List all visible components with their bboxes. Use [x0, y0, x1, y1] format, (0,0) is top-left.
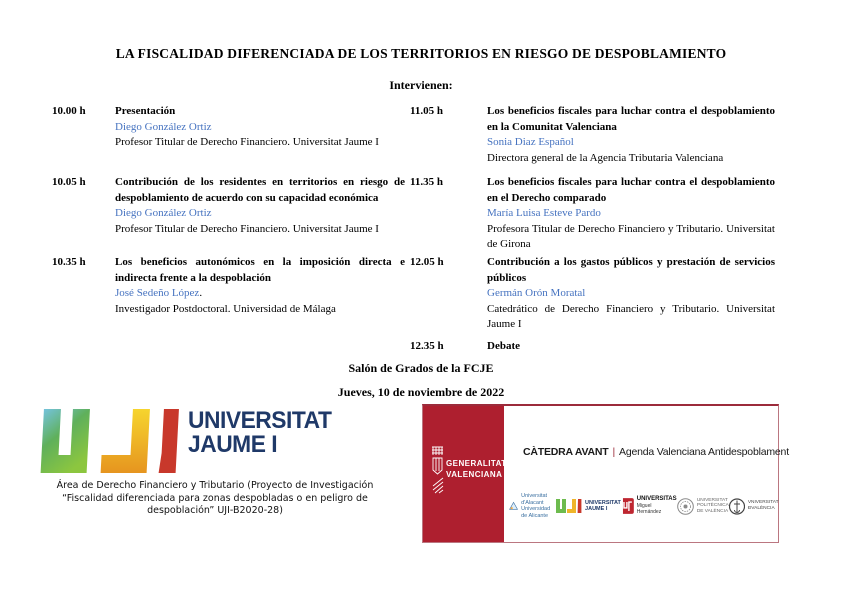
page-title: LA FISCALIDAD DIFERENCIADA DE LOS TERRITORIOS EN RIESGO DE DESPOBLAMIENTO — [115, 46, 727, 61]
schedule-item — [115, 175, 405, 237]
upv-line2: POLITÈCNICA — [696, 503, 729, 509]
talk-title: Los beneficios fiscales para luchar contra el despoblamiento en la Comunitat Valenciana — [487, 105, 775, 133]
schedule-row — [410, 104, 775, 175]
umh-line1: UNIVERSITAS — [636, 496, 677, 503]
talk-title: Debate — [487, 340, 520, 352]
talk-title: Contribución a los gastos públicos y prestación de servicios públicos — [487, 256, 775, 284]
schedule-row — [52, 104, 405, 175]
upv-line3: DE VALÈNCIA — [696, 508, 729, 514]
uv-line1: VNIVERSITAT — [747, 500, 779, 506]
venue: Salón de Grados de la FCJE — [348, 361, 494, 375]
speaker-link[interactable]: Sonia Diaz Español — [487, 136, 574, 148]
talk-title: Los beneficios autonómicos en la imposición directa e indirecta frente a la despoblación — [115, 256, 405, 284]
catedra-title-line — [523, 446, 789, 458]
uji-mini-line1: UNIVERSITAT — [585, 500, 621, 506]
catedra-avant-banner — [422, 404, 789, 543]
generalitat-name — [446, 459, 507, 480]
speaker-role: Catedrático de Derecho Financiero y Tributario. Universitat Jaume I — [487, 302, 775, 330]
uv-line2: ĐVALÈNCIA — [747, 506, 775, 511]
speaker-link[interactable]: Diego González Ortiz — [115, 120, 212, 133]
project-caption: Área de Derecho Financiero y Tributario (Proyecto de Investigación “Fiscalidad diferenciada para zonas despobladas o en peligro de despoblación” UJI-B2020-28) — [56, 480, 374, 516]
generalitat-line1: GENERALITAT — [446, 459, 507, 468]
speaker-role: Profesora Titular de Derecho Financiero y Tributario. Universitat de Girona — [487, 222, 775, 250]
upv-line1: UNIVERSITAT — [696, 497, 728, 503]
upv-seal-icon — [677, 498, 694, 515]
speaker-line — [487, 286, 775, 302]
speaker-link[interactable]: José Sedeño López — [115, 287, 200, 299]
speaker-line — [115, 206, 405, 222]
schedule-row — [52, 255, 405, 339]
schedule-item — [115, 255, 405, 317]
uji-letters-icon — [40, 408, 180, 474]
uji-logo — [40, 408, 370, 474]
generalitat-line2: VALENCIANA — [446, 469, 503, 479]
catedra-subtitle: Agenda Valenciana Antidespoblament — [619, 446, 789, 458]
speaker-role: Profesor Titular de Derecho Financiero. Universitat Jaume I — [115, 222, 379, 235]
speaker-role: Investigador Postdoctoral. Universidad de Málaga — [115, 302, 336, 315]
generalitat-block — [423, 406, 507, 542]
uji-mini-line2: JAUME I — [585, 506, 608, 512]
talk-title: Los beneficios fiscales para luchar contra el despoblamiento en el Derecho comparado — [487, 176, 775, 204]
generalitat-emblem-icon — [431, 446, 445, 494]
separator: | — [612, 446, 616, 458]
uji-mini-icon — [556, 499, 582, 514]
schedule-item — [487, 104, 775, 166]
logo-upv — [677, 498, 729, 515]
umh-icon — [621, 498, 634, 515]
speaker-line — [115, 120, 405, 136]
time-label: 12.05 h — [410, 256, 444, 268]
schedule-item — [487, 255, 775, 333]
time-label: 10.35 h — [52, 256, 86, 268]
speaker-role: Profesor Titular de Derecho Financiero. Universitat Jaume I — [115, 136, 379, 148]
uji-name-line2: JAUME I — [188, 431, 278, 458]
time-label: 10.00 h — [52, 105, 86, 117]
logo-universitat-alacant — [509, 493, 556, 519]
uji-name-line1: UNIVERSITAT — [188, 407, 332, 434]
talk-title: Presentación — [115, 105, 176, 117]
time-label: 11.05 h — [410, 105, 444, 117]
schedule-column-right — [410, 104, 775, 355]
schedule-row — [52, 175, 405, 255]
logo-uv — [729, 498, 779, 515]
schedule-row-debate — [410, 339, 775, 355]
speaker-link[interactable]: Diego González Ortiz — [115, 207, 212, 219]
uv-seal-icon — [729, 498, 745, 515]
ua-line1: Universitat d'Alacant — [521, 493, 548, 506]
catedra-title: CÀTEDRA AVANT — [523, 446, 609, 458]
schedule-column-left — [52, 104, 405, 339]
logo-uji-mini — [556, 499, 621, 514]
umh-line2: Miguel Hernández — [636, 502, 662, 516]
speaker-line — [115, 286, 405, 302]
time-label: 12.35 h — [410, 340, 444, 352]
time-label: 10.05 h — [52, 176, 86, 188]
speaker-line — [487, 206, 775, 222]
speaker-line — [487, 135, 775, 151]
uji-name — [188, 409, 331, 457]
logo-umh — [621, 496, 677, 516]
intervienen-heading: Intervienen: — [389, 78, 453, 92]
schedule-item — [115, 104, 405, 151]
schedule-row — [410, 175, 775, 255]
talk-title: Contribución de los residentes en territorios en riesgo de despoblamiento de acuerdo con su capacidad económica — [115, 176, 405, 204]
partner-logos-row — [509, 486, 779, 526]
event-date: Jueves, 10 de noviembre de 2022 — [337, 385, 505, 399]
speaker-link[interactable]: Germán Orón Moratal — [487, 287, 586, 299]
ua-line2: Universidad de Alicante — [521, 506, 551, 519]
speaker-suffix: . — [199, 287, 203, 299]
speaker-link[interactable]: María Luisa Esteve Pardo — [487, 207, 601, 219]
schedule-item — [487, 175, 775, 253]
schedule-row — [410, 255, 775, 339]
ua-triangle-icon — [509, 499, 518, 513]
time-label: 11.35 h — [410, 176, 444, 188]
speaker-role: Directora general de la Agencia Tributaria Valenciana — [487, 151, 724, 164]
